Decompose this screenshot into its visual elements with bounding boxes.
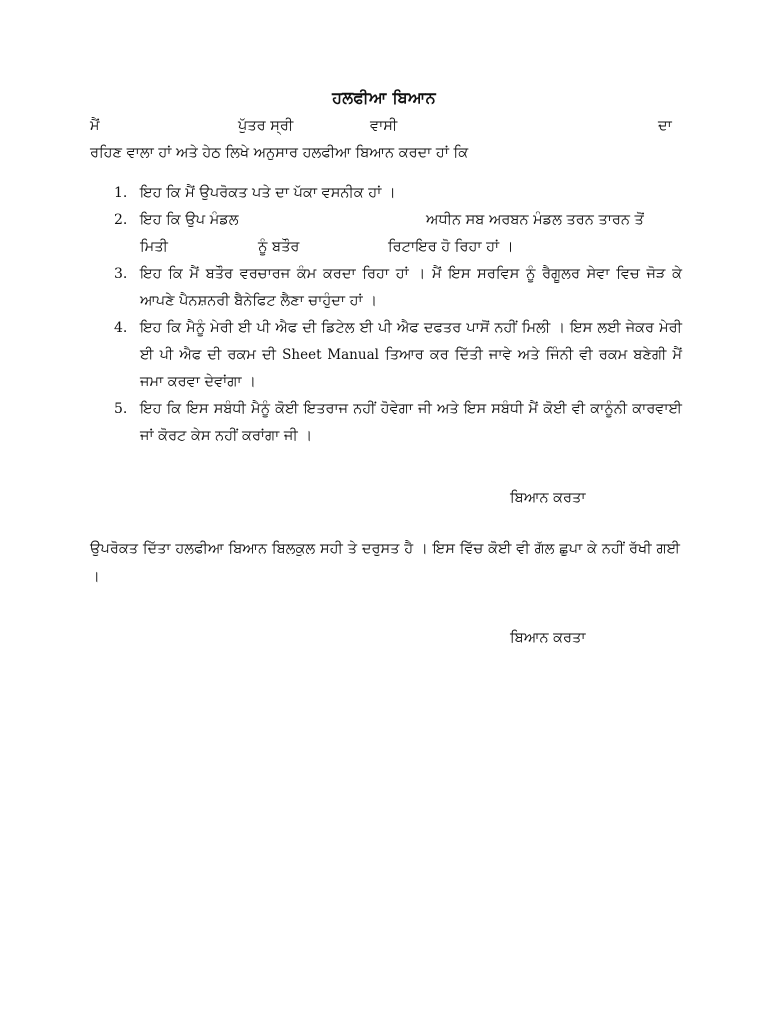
intro-line-2: ਰਹਿਣ ਵਾਲਾ ਹਾਂ ਅਤੇ ਹੇਠ ਲਿਖੇ ਅਨੁਸਾਰ ਹਲਫੀਆ ਬਿਆਨ ਕਰਦਾ ਹਾਂ ਕਿ <box>90 145 469 161</box>
statement-item-4 <box>110 315 682 396</box>
item-text: ਇਹ ਕਿ ਮੈਂ ਉਪਰੋਕਤ ਪਤੇ ਦਾ ਪੱਕਾ ਵਸਨੀਕ ਹਾਂ । <box>140 185 396 201</box>
item-4-text-start: ਇਹ ਕਿ ਮੈਨੂੰ ਮੇਰੀ ਈ ਪੀ ਐਫ ਦੀ ਡਿਟੇਲ ਈ ਪੀ ਐਫ ਦਫਤਰ ਪਾਸੋਂ ਨਹੀਂ ਮਿਲੀ । ਇਸ ਲਈ ਜੇਕਰ ਮੇਰੀ ਈ ਪੀ ਐਫ ਦੀ ਰਕਮ ਦੀ <box>140 320 682 363</box>
intro-word-i: ਮੈਂ <box>90 118 100 134</box>
item-number: 1. <box>114 185 128 201</box>
item-2-part-retiring: ਰਿਟਾਇਰ ਹੋ ਰਿਹਾ ਹਾਂ । <box>388 239 514 255</box>
item-text: ਇਹ ਕਿ ਮੈਂ ਬਤੌਰ ਵਰਚਾਰਜ ਕੰਮ ਕਰਦਾ ਰਿਹਾ ਹਾਂ । ਮੈਂ ਇਸ ਸਰਵਿਸ ਨੂੰ ਰੈਗੂਲਰ ਸੇਵਾ ਵਿਚ ਜੋੜ ਕੇ ਆਪਣੇ ਪੈਨਸ਼ਨਰੀ ਬੈਨੇਫਿਟ ਲੈਣਾ ਚਾਹੁੰਦਾ ਹਾਂ । <box>140 266 682 309</box>
item-number: 2. <box>114 212 128 228</box>
item-number: 5. <box>114 401 128 417</box>
item-number: 4. <box>114 320 128 336</box>
intro-word-son-of: ਪੁੱਤਰ ਸ੍ਰੀ <box>238 118 294 134</box>
signature-label-deponent: ਬਿਆਨ ਕਰਤਾ <box>510 490 586 506</box>
document-title: ਹਲਫੀਆ ਬਿਆਨ <box>332 88 436 107</box>
item-number: 3. <box>114 266 128 282</box>
statement-list <box>110 180 682 450</box>
statement-item-2 <box>110 207 682 261</box>
signature-label-deponent-verification: ਬਿਆਨ ਕਰਤਾ <box>510 630 586 646</box>
item-2-part-as: ਨੂੰ ਬਤੌਰ <box>258 239 300 255</box>
item-4-latin-term: Sheet Manual <box>282 347 379 363</box>
statement-item-1 <box>110 180 682 207</box>
intro-word-of: ਦਾ <box>658 118 672 134</box>
statement-item-3 <box>110 261 682 315</box>
verification-paragraph: ਉਪਰੋਕਤ ਦਿੱਤਾ ਹਲਫੀਆ ਬਿਆਨ ਬਿਲਕੁਲ ਸਹੀ ਤੇ ਦਰੁਸਤ ਹੈ । ਇਸ ਵਿੱਚ ਕੋਈ ਵੀ ਗੱਲ ਛੁਪਾ ਕੇ ਨਹੀਂ ਰੱਖੀ ਗਈ । <box>90 541 680 585</box>
item-text: ਇਹ ਕਿ ਇਸ ਸਬੰਧੀ ਮੈਨੂੰ ਕੋਈ ਇਤਰਾਜ ਨਹੀਂ ਹੋਵੇਗਾ ਜੀ ਅਤੇ ਇਸ ਸਬੰਧੀ ਮੈਂ ਕੋਈ ਵੀ ਕਾਨੂੰਨੀ ਕਾਰਵਾਈ ਜਾਂ ਕੋਰਟ ਕੇਸ ਨਹੀਂ ਕਰਾਂਗਾ ਜੀ । <box>140 401 682 444</box>
intro-word-resident: ਵਾਸੀ <box>370 118 398 134</box>
statement-item-5 <box>110 396 682 450</box>
item-2-part-sub-division: ਇਹ ਕਿ ਉਪ ਮੰਡਲ <box>140 212 239 228</box>
item-4-text-end: ਤਿਆਰ ਕਰ ਦਿੱਤੀ ਜਾਵੇ ਅਤੇ ਜਿੰਨੀ ਵੀ ਰਕਮ ਬਣੇਗੀ ਮੈਂ ਜਮਾ ਕਰਵਾ ਦੇਵਾਂਗਾ । <box>140 347 683 390</box>
item-2-part-date: ਮਿਤੀ <box>140 239 168 255</box>
item-2-part-under-circle: ਅਧੀਨ ਸਬ ਅਰਬਨ ਮੰਡਲ ਤਰਨ ਤਾਰਨ ਤੋਂ <box>426 212 644 228</box>
